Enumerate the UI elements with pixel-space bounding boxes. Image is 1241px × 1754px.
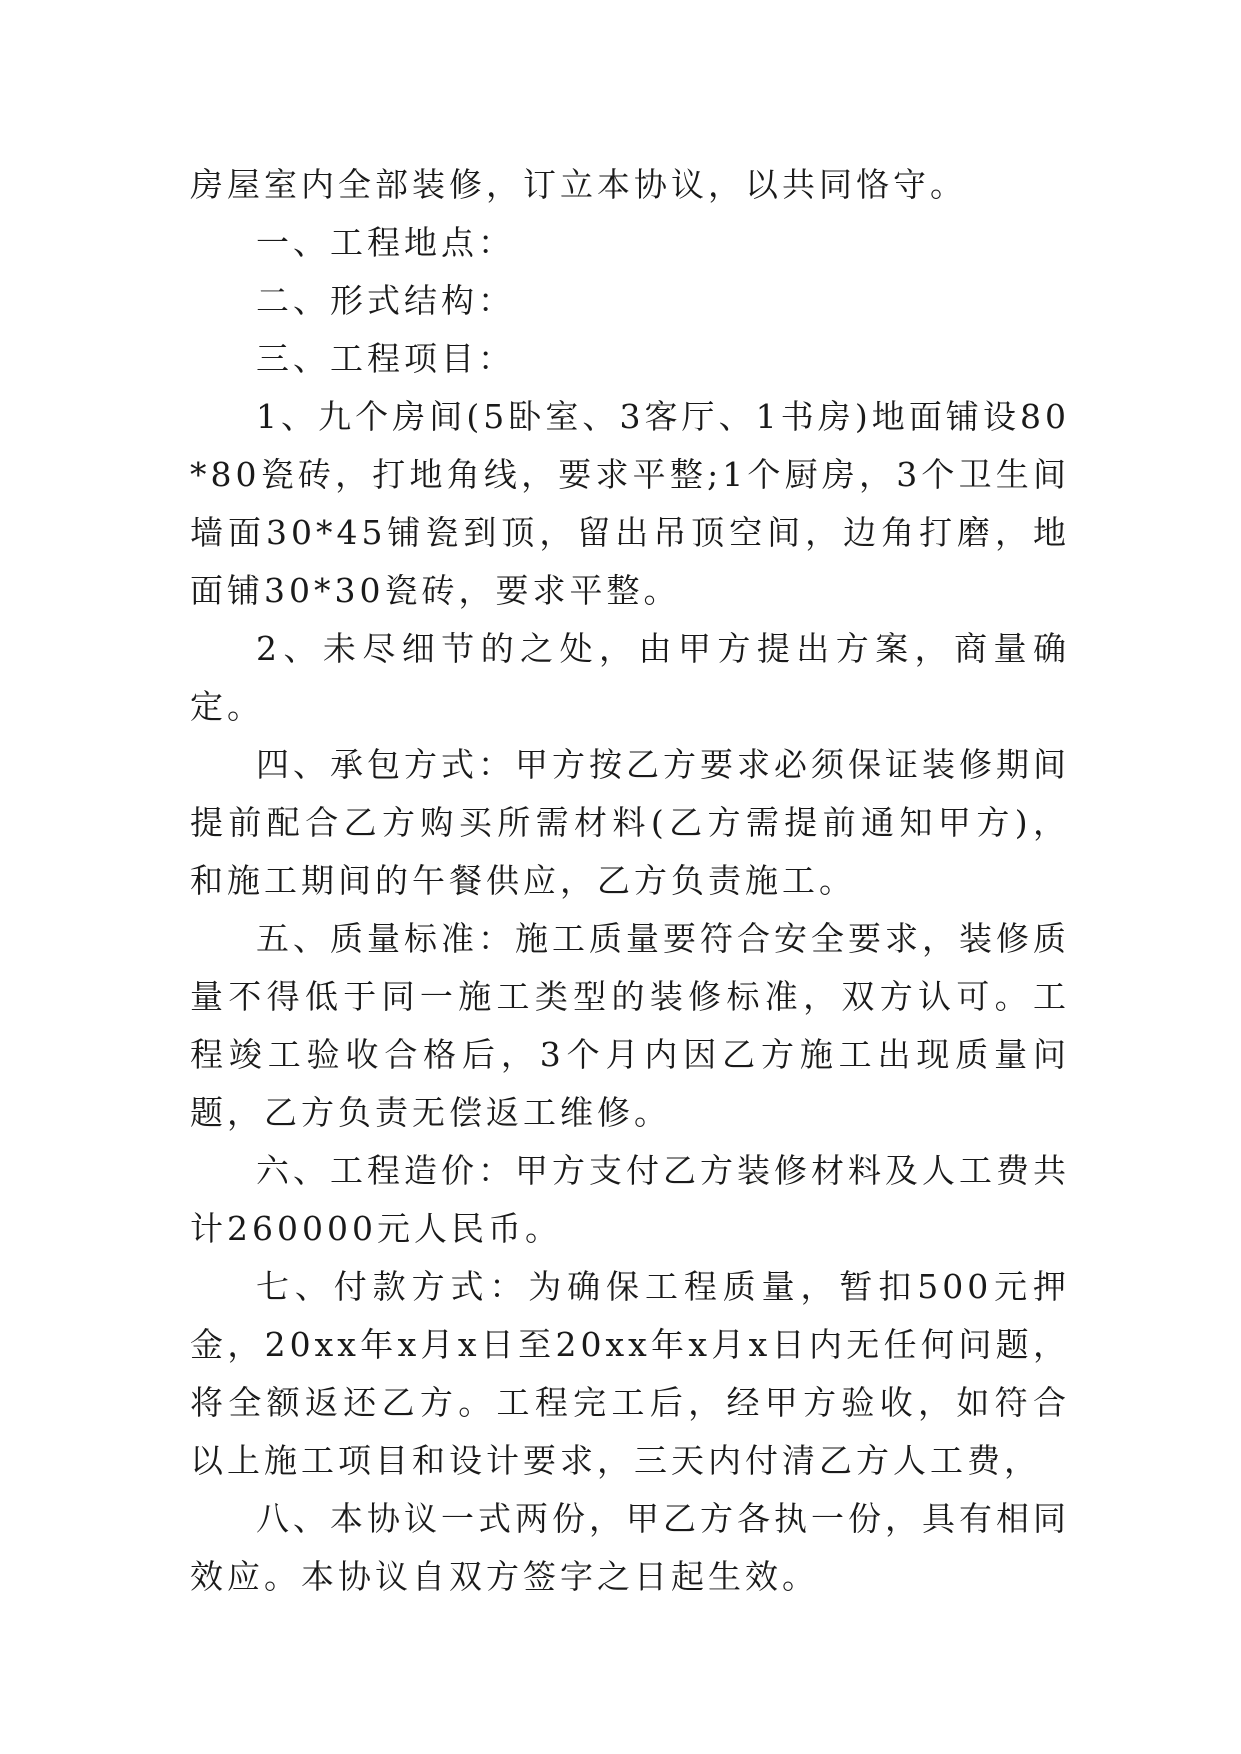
paragraph-quality-standard: 五、质量标准：施工质量要符合安全要求，装修质量不得低于同一施工类型的装修标准，双方认可。工程竣工验收合格后，3个月内因乙方施工出现质量问题，乙方负责无偿返工维修。 — [190, 919, 1070, 1132]
paragraph-item-1: 1、九个房间(5卧室、3客厅、1书房)地面铺设80*80瓷砖，打地角线，要求平整;1个厨房，3个卫生间墙面30*45铺瓷到顶，留出吊顶空间，边角打磨，地面铺30*30瓷砖，要求平整。 — [190, 397, 1070, 610]
paragraph-item-2: 2、未尽细节的之处，由甲方提出方案，商量确定。 — [190, 629, 1070, 726]
paragraph-project-items: 三、工程项目： — [256, 339, 515, 378]
paragraph-structure: 二、形式结构： — [256, 281, 515, 320]
paragraph-contract-method: 四、承包方式：甲方按乙方要求必须保证装修期间提前配合乙方购买所需材料(乙方需提前通知甲方)，和施工期间的午餐供应，乙方负责施工。 — [190, 745, 1070, 900]
paragraph-payment-method: 七、付款方式：为确保工程质量，暂扣500元押金，20xx年x月x日至20xx年x月x日内无任何问题，将全额返还乙方。工程完工后，经甲方验收，如符合以上施工项目和设计要求，三天内付清乙方人工费， — [190, 1267, 1070, 1480]
paragraph-agreement-copies: 八、本协议一式两份，甲乙方各执一份，具有相同效应。本协议自双方签字之日起生效。 — [190, 1499, 1070, 1596]
paragraph-project-cost: 六、工程造价：甲方支付乙方装修材料及人工费共计260000元人民币。 — [190, 1151, 1070, 1248]
document-body — [190, 156, 1070, 1606]
paragraph-project-location: 一、工程地点： — [256, 223, 515, 262]
paragraph-intro: 房屋室内全部装修，订立本协议，以共同恪守。 — [190, 165, 967, 204]
